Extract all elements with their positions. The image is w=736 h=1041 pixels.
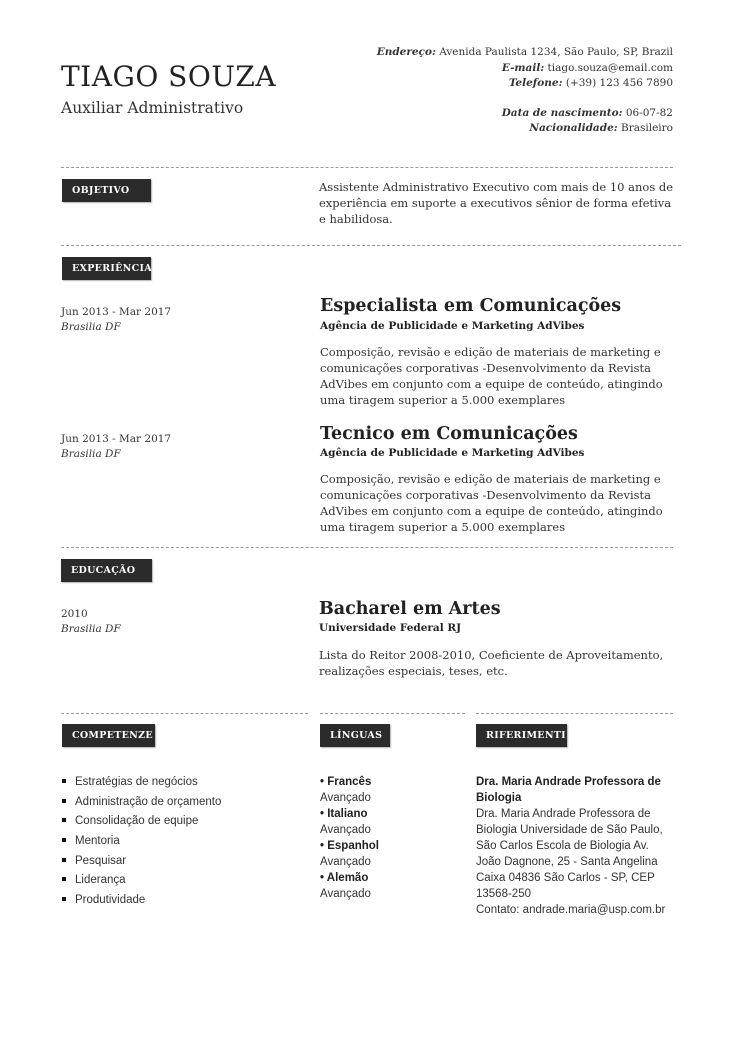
language-name: • Espanhol: [320, 840, 379, 852]
divider: [320, 713, 465, 714]
nationality-value: Brasileiro: [620, 122, 673, 134]
education-description: Lista do Reitor 2008-2010, Coeficiente de Aproveitamento, realizações especiais, teses, etc.: [319, 648, 664, 678]
section-tag-references: RIFERIMENTI: [476, 724, 567, 747]
job-title: Especialista em Comunicações: [320, 296, 622, 316]
language-name-text: Espanhol: [327, 840, 379, 852]
phone-value: (+39) 123 456 7890: [565, 77, 673, 89]
language-level: Avançado: [320, 824, 371, 836]
languages-list: [320, 774, 379, 902]
address-value: Avenida Paulista 1234, São Paulo, SP, Brazil: [439, 46, 673, 58]
skill-item: Mentoria: [61, 834, 221, 854]
reference-name: Dra. Maria Andrade Professora de Biologia: [476, 776, 661, 804]
education-dates: [61, 607, 121, 637]
section-tag-objective: OBJETIVO: [62, 179, 151, 202]
section-tag-skills: COMPETENZE: [62, 724, 155, 747]
personal-birthdate: [377, 106, 673, 122]
divider: [61, 547, 673, 548]
section-tag-languages: LÍNGUAS: [320, 724, 390, 747]
degree-title: Bacharel em Artes: [319, 599, 501, 619]
contact-email: [377, 61, 673, 77]
job-dates: [61, 305, 171, 335]
skill-item: Produtividade: [61, 893, 221, 913]
skill-item: Liderança: [61, 873, 221, 893]
reference-block: [476, 774, 676, 918]
job-description: Composição, revisão e edição de materiais de marketing e comunicações corporativas -Desenvolvimento da Revista AdVibes em conjunto com a equipe de conteúdo, atingindo uma tiragem superior a 5.000 exemplares: [320, 345, 663, 407]
education-year: 2010: [61, 608, 88, 620]
reference-details: Dra. Maria Andrade Professora de Biologia Universidade de São Paulo, São Carlos Escola de Biologia Av. João Dagnone, 25 - Santa Angelina Caixa 04836 São Carlos - SP, CEP 13568-250: [476, 808, 663, 900]
nationality-label: Nacionalidade:: [529, 122, 618, 134]
email-label: E-mail:: [501, 61, 545, 74]
birthdate-value: 06-07-82: [625, 106, 673, 119]
language-name-text: Francês: [327, 776, 372, 788]
job-location: Brasilia DF: [61, 448, 121, 460]
skill-item: Consolidação de equipe: [61, 814, 221, 834]
skills-list: [61, 775, 221, 913]
education-institution: Universidade Federal RJ: [319, 622, 462, 634]
language-name-text: Alemão: [326, 872, 369, 884]
language-level: Avançado: [320, 792, 371, 804]
language-name: • Italiano: [320, 808, 368, 820]
job-company: Agência de Publicidade e Marketing AdVibes: [320, 320, 585, 332]
contact-address: [377, 45, 673, 61]
language-name-text: Italiano: [327, 808, 368, 820]
candidate-name: TIAGO SOUZA: [61, 60, 277, 93]
contact-phone: [377, 76, 673, 92]
job-title: Tecnico em Comunicações: [320, 424, 578, 444]
birthdate-label: Data de nascimento:: [501, 106, 623, 119]
phone-label: Telefone:: [508, 77, 563, 89]
objective-text: Assistente Administrativo Executivo com mais de 10 anos de experiência em suporte a executivos sênior de forma efetiva e habilidosa.: [319, 180, 674, 226]
language-level: Avançado: [320, 888, 371, 900]
skill-item: Estratégias de negócios: [61, 775, 221, 795]
language-name: • Francês: [320, 776, 372, 788]
job-location: Brasilia DF: [61, 321, 121, 333]
email-value: tiago.souza@email.com: [547, 61, 673, 74]
job-company: Agência de Publicidade e Marketing AdVibes: [320, 447, 585, 459]
language-level: Avançado: [320, 856, 371, 868]
divider: [476, 713, 673, 714]
skill-item: Administração de orçamento: [61, 795, 221, 815]
skill-item: Pesquisar: [61, 854, 221, 874]
address-label: Endereço:: [376, 46, 436, 58]
job-dates: [61, 432, 171, 462]
divider: [61, 713, 308, 714]
candidate-role: Auxiliar Administrativo: [61, 99, 244, 117]
job-date-range: Jun 2013 - Mar 2017: [61, 433, 172, 445]
job-date-range: Jun 2013 - Mar 2017: [61, 306, 172, 318]
contact-block: [377, 45, 673, 137]
job-description: Composição, revisão e edição de materiais de marketing e comunicações corporativas -Desenvolvimento da Revista AdVibes em conjunto com a equipe de conteúdo, atingindo uma tiragem superior a 5.000 exemplares: [320, 472, 663, 534]
personal-nationality: [377, 121, 673, 137]
section-tag-education: EDUCAÇÃO: [61, 559, 152, 582]
reference-contact: Contato: andrade.maria@usp.com.br: [476, 904, 666, 916]
divider: [61, 245, 681, 246]
section-tag-experience: EXPERIÊNCIA: [62, 257, 151, 280]
language-name: • Alemão: [320, 872, 369, 884]
education-location: Brasilia DF: [61, 623, 121, 635]
divider: [61, 167, 673, 168]
